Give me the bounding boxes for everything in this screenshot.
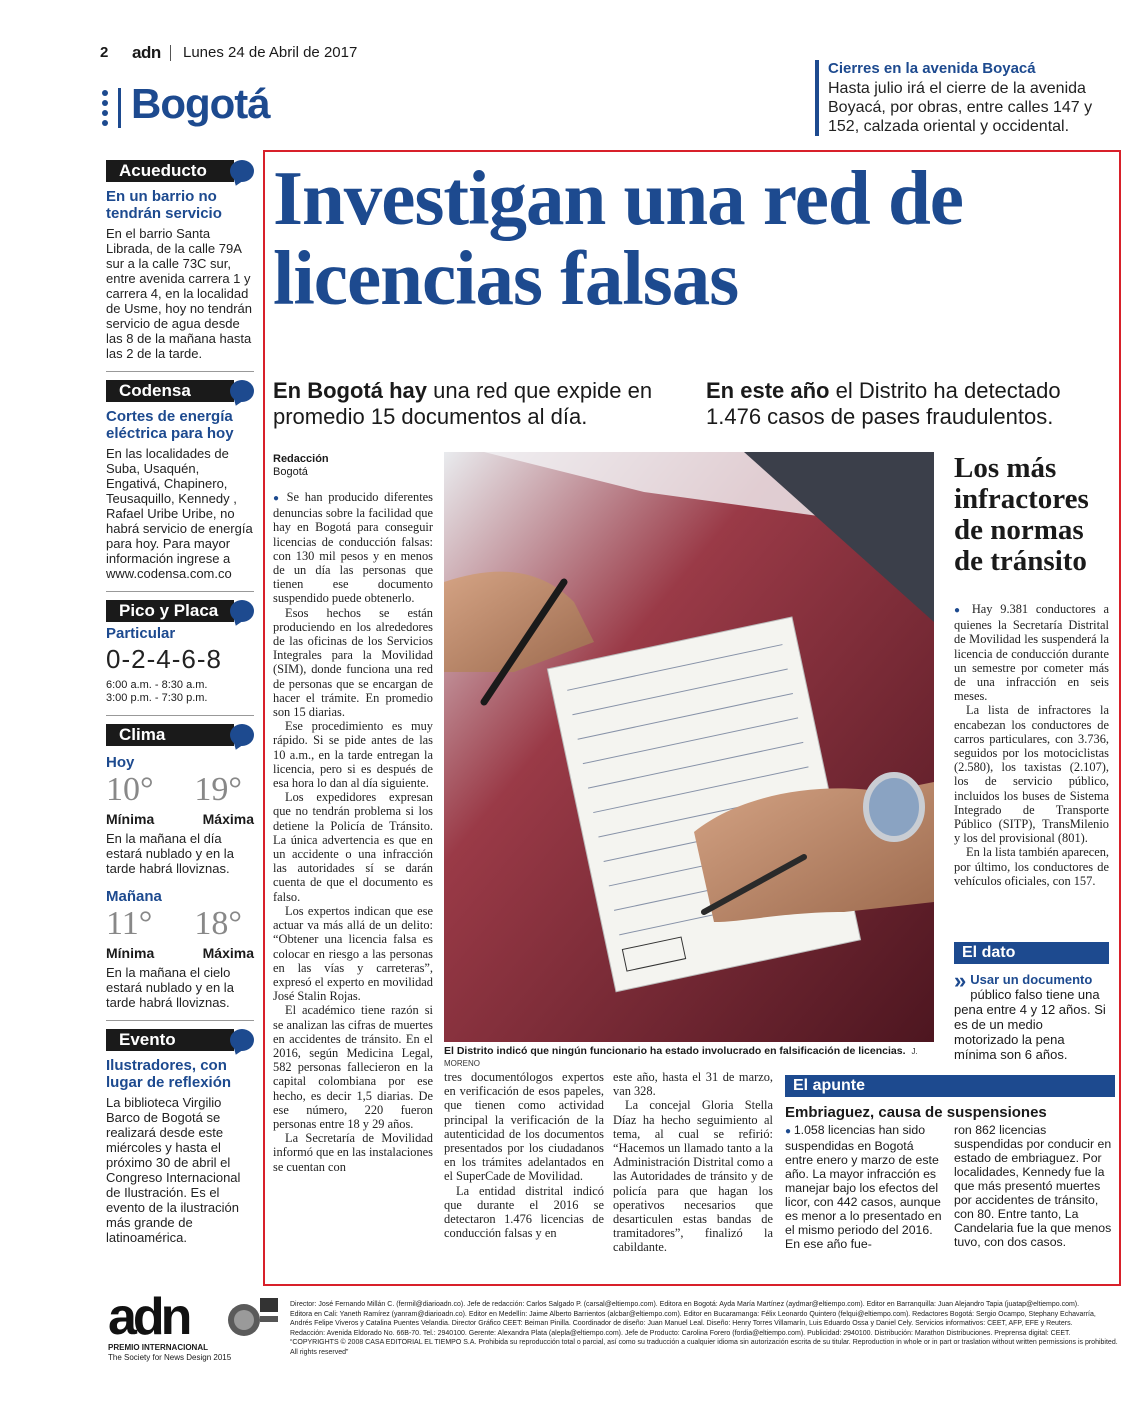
sidebar-pico-placa bbox=[106, 600, 254, 705]
clima-tomorrow-temps bbox=[106, 905, 254, 943]
photo-credit: J. MORENO bbox=[444, 1047, 918, 1068]
bullet-icon: ● bbox=[954, 605, 972, 616]
speech-bubble-icon bbox=[230, 600, 254, 622]
sidebar-tag-pico-placa: Pico y Placa bbox=[106, 600, 234, 622]
divider bbox=[106, 1020, 254, 1021]
clima-tomorrow-text: En la mañana el cielo estará nublado y en la tarde habrá lloviznas. bbox=[106, 965, 234, 1010]
temp-labels bbox=[106, 811, 254, 827]
sidebar-evento bbox=[106, 1029, 254, 1245]
brand-logo-small: adn bbox=[132, 43, 161, 62]
award-emblem-icon bbox=[226, 1294, 280, 1342]
deck-right bbox=[706, 378, 1116, 430]
article-paragraph: El académico tiene razón si se analizan las cifras de muertes en accidentes de tránsito. En el 2016, según Medicina Legal, 582 personas fallecieron en la capital colombiana por ese hecho, es decir 1,5 diarias. De ese número, 220 fueron personas entre 18 y 29 años. bbox=[273, 1003, 433, 1131]
prize-org: The Society for News Design 2015 bbox=[108, 1353, 232, 1362]
clima-today-label: Hoy bbox=[106, 754, 135, 771]
clima-today-text: En la mañana el día estará nublado y en la tarde habrá lloviznas. bbox=[106, 831, 234, 876]
sidebar-tag-codensa: Codensa bbox=[106, 380, 234, 402]
section-title: Bogotá bbox=[131, 80, 270, 127]
photo-license-form-image bbox=[444, 452, 934, 1042]
deck-left bbox=[273, 378, 693, 430]
temp-labels bbox=[106, 945, 254, 961]
side-story-body bbox=[954, 602, 1109, 932]
max-label: Máxima bbox=[202, 945, 254, 961]
article-paragraph: Ese procedimiento es muy rápido. Si se pide antes de las 10 a.m., en la tarde entregan la licencia, pero si es después de esa hora lo dan al día siguiente. bbox=[273, 719, 433, 791]
sidebar-text: En el barrio Santa Librada, de la calle 79A sur a la calle 73C sur, entre avenida carrera 1 y carrera 4, en la localidad de Usme, hoy no tendrán servicio de agua desde las 8 de la mañana hasta las 2 de la tarde. bbox=[106, 226, 252, 361]
article-paragraph: ● Se han producido diferentes denuncias sobre la facilidad que hay en Bogotá para conseguir licencias de conducción falsas: con 130 mil pesos y en menos de un día las personas que tienen ese documento suspendido puede obtenerlo. bbox=[273, 490, 433, 606]
page-number: 2 bbox=[100, 44, 109, 61]
pico-placa-digits: 0-2-4-6-8 bbox=[106, 644, 222, 674]
prize-title: PREMIO INTERNACIONAL bbox=[108, 1343, 208, 1352]
sidebar-headline: En un barrio no tendrán servicio bbox=[106, 188, 222, 222]
bullet-icon: ● bbox=[273, 493, 287, 504]
sidebar-tag-evento: Evento bbox=[106, 1029, 234, 1051]
min-label: Mínima bbox=[106, 945, 155, 961]
article-paragraph: Los expertos indican que ese actuar va más allá de un delito: “Obtener una licencia falsa es colocar en riesgo a las personas en las vías y carreteras”, expresó el experto en movilidad José Stalin Rojas. bbox=[273, 903, 433, 1004]
credits-line: Editora en Cali: Yaneth Ramírez (yanram@diarioadn.co). Editor en Medellín: Jaime Alberto Barrientos (alcbar@eltiempo.com). Editor en Bucaramanga: Félix Leonardo Quintero (felqui@eltiempo.com). Redactores Bogotá: Sergio Ocampo, Stephany Echavarría, bbox=[290, 1310, 1096, 1318]
article-column-1 bbox=[273, 490, 433, 1235]
double-chevron-icon: » bbox=[954, 968, 967, 993]
article-paragraph: este año, hasta el 31 de marzo, van 328. bbox=[613, 1070, 773, 1099]
section-dots-icon bbox=[102, 90, 110, 130]
sidebar-text: La biblioteca Virgilio Barco de Bogotá se realizará desde este miércoles y hasta el próximo 30 de abril el Congreso Internacional de Ilustración. Es el evento de la ilustración más grande de latinoamérica. bbox=[106, 1095, 241, 1245]
temp-max: 19° bbox=[194, 771, 242, 808]
pico-placa-hours-evening: 3:00 p.m. - 7:30 p.m. bbox=[106, 692, 208, 704]
footer-credits bbox=[290, 1300, 1118, 1358]
clima-today-temps bbox=[106, 771, 254, 809]
divider bbox=[106, 371, 254, 372]
article-paragraph: En la lista también aparecen, por último, los conductores de vehículos oficiales, con 157. bbox=[954, 845, 1109, 888]
article-photo bbox=[444, 452, 934, 1042]
top-brief-title: Cierres en la avenida Boyacá bbox=[828, 60, 1036, 77]
article-paragraph: Los expedidores expresan que no tendrán problema si los detiene la Policía de Tránsito. La única advertencia es que en un accidente o una infracción las autoridades sí se darán cuenta de que el documento es falso. bbox=[273, 790, 433, 904]
clima-tomorrow-label: Mañana bbox=[106, 888, 162, 905]
top-brief bbox=[815, 60, 1110, 136]
credits-line: Andrés Felipe Viveros y Catalina Puentes Velandia. Director Gráfico CEET: Beiman Pinilla. Coordinador de diseño: Juan Manuel Leal. Diseño: Henry Torres Villamarín, Luis Eduardo Ossa y Daniel Cely. Servicios informativos: CEET, AFP, EFE y Reuters. bbox=[290, 1320, 1073, 1328]
article-paragraph: La lista de infractores la encabezan los conductores de carros particulares, con 3.736, seguidos por los motociclistas (2.580), los taxistas (2.107), los de servicio público, incluidos los buses de Sistema Integrado de Transporte Público (SITP), TransMilenio y los del provisional (801). bbox=[954, 703, 1109, 846]
divider bbox=[106, 715, 254, 716]
speech-bubble-icon bbox=[230, 1029, 254, 1051]
article-paragraph: La Secretaría de Movilidad informó que en las instalaciones se cuentan con bbox=[273, 1131, 433, 1174]
credits-line: Redacción: Avenida Eldorado No. 66B-70. Tel.: 2940100. Gerente: Alexandra Plata (alepla@eltiempo.com). Jefe de Producto: Carolina Forero (fordia@eltiempo.com). Publicidad: 2940100. Distribución: Marathon Distribuciones. Preprensa digital: CEET. bbox=[290, 1329, 1071, 1337]
credits-line: “COPYRIGHTS © 2008 CASA EDITORIAL EL TIEMPO S.A. Prohibida su reproducción total o parcial, así como su traducción a cualquier idioma sin autorización escrita de su titular. Reproduction in whole or in part or traslation without written permissions is prohibited. All rights reserved” bbox=[290, 1339, 1118, 1356]
top-brief-text: Hasta julio irá el cierre de la avenida Boyacá, por obras, entre calles 147 y 152, calzada oriental y occidental. bbox=[828, 80, 1093, 135]
temp-min: 11° bbox=[106, 905, 153, 942]
byline-city: Bogotá bbox=[273, 466, 308, 478]
article-column-3 bbox=[613, 1070, 773, 1255]
el-dato-text: público falso tiene una pena entre 4 y 12 años. Si es de un medio motorizado la pena mínima son 6 años. bbox=[954, 987, 1106, 1062]
deck-left-bold: En Bogotá hay bbox=[273, 378, 428, 403]
el-apunte-tag: El apunte bbox=[785, 1075, 1115, 1097]
el-apunte-headline: Embriaguez, causa de suspensiones bbox=[785, 1104, 1047, 1121]
sidebar-tag-clima: Clima bbox=[106, 724, 234, 746]
speech-bubble-icon bbox=[230, 724, 254, 746]
deck-right-text: el Distrito ha detectado 1.476 casos de pases fraudulentos. bbox=[706, 378, 1061, 429]
sidebar-tag-acueducto: Acueducto bbox=[106, 160, 234, 182]
min-label: Mínima bbox=[106, 811, 155, 827]
article-paragraph: tres documentólogos expertos en verificación de esos papeles, que tienen como actividad principal la verificación de la autenticidad de los documentos presentados por los ciudadanos en los trámites adelantados en el SuperCade de Movilidad. bbox=[444, 1070, 604, 1184]
sidebar-headline: Cortes de energía eléctrica para hoy bbox=[106, 408, 234, 442]
sidebar-clima bbox=[106, 724, 254, 1010]
sidebar-text: En las localidades de Suba, Usaquén, Engativá, Chapinero, Teusaquillo, Kennedy , Rafael Uribe Uribe, no habrá servicio de energía para hoy. Para mayor información ingrese a www.codensa.com.co bbox=[106, 446, 253, 581]
article-paragraph: La entidad distrital indicó que durante el 2016 se detectaron 1.476 licencias de conducción falsas y en bbox=[444, 1183, 604, 1241]
byline-author: Redacción bbox=[273, 453, 329, 465]
footer-logo: adn bbox=[108, 1288, 189, 1346]
el-apunte-column-1: ● 1.058 licencias han sido suspendidas en Bogotá entre enero y marzo de este año. La mayor infracción es manejar bajo los efectos del licor, con 442 casos, aunque es menor a lo presentado en el mismo periodo del 2016. En ese año fue- bbox=[785, 1123, 942, 1251]
article-paragraph: ● Hay 9.381 conductores a quienes la Secretaría Distrital de Movilidad les suspenderá la licencia de conducción durante un semestre por cometer más de una infracción en seis meses. bbox=[954, 602, 1109, 704]
sidebar-headline: Ilustradores, con lugar de reflexión bbox=[106, 1057, 232, 1091]
deck-left-text: una red que expide en promedio 15 documentos al día. bbox=[273, 378, 653, 429]
bullet-icon: ● bbox=[785, 1126, 794, 1137]
byline bbox=[273, 453, 329, 479]
max-label: Máxima bbox=[202, 811, 254, 827]
speech-bubble-icon bbox=[230, 380, 254, 402]
el-apunte-column-2: ron 862 licencias suspendidas por conducir en estado de embriaguez. Por localidades, Kennedy fue la que más presentó muertes por accidentes de tránsito, con 80. Entre tanto, La Candelaria fue la que menos tuvo, con dos casos. bbox=[954, 1123, 1112, 1249]
deck-right-bold: En este año bbox=[706, 378, 830, 403]
section-bar bbox=[118, 88, 121, 128]
pico-placa-hours-morning: 6:00 a.m. - 8:30 a.m. bbox=[106, 679, 208, 691]
temp-max: 18° bbox=[194, 905, 242, 942]
speech-bubble-icon bbox=[230, 160, 254, 182]
el-dato-tag: El dato bbox=[954, 942, 1109, 964]
article-paragraph: La concejal Gloria Stella Díaz ha hecho seguimiento al tema, al cual se refirió: “Hacemos un llamado tanto a la Administración Distrital como a las Autoridades de tránsito y de policía para que hagan los operativos necesarios que desarticulen estas bandas de tramitadores”, finalizó la cabildante. bbox=[613, 1098, 774, 1255]
article-paragraph: Esos hechos se están produciendo en los alrededores de las oficinas de los Servicios Integrales para la Movilidad (SIM), donde funciona una red de personas que se encargan de hacer el trámite. En promedio son 15 diarias. bbox=[273, 605, 433, 720]
issue-date: Lunes 24 de Abril de 2017 bbox=[183, 44, 358, 61]
sidebar bbox=[106, 160, 254, 1245]
photo-caption: El Distrito indicó que ningún funcionario ha estado involucrado en falsificación de licencias. J. MORENO bbox=[444, 1045, 918, 1068]
footer-prize bbox=[108, 1343, 231, 1363]
article-headline: Investigan una red de licencias falsas bbox=[273, 155, 963, 321]
article-column-2 bbox=[444, 1070, 604, 1240]
side-story-headline: Los más infractores de normas de tránsito bbox=[954, 452, 1089, 577]
divider bbox=[106, 591, 254, 592]
credits-line: Director: José Fernando Millán C. (fermil@diarioadn.co). Jefe de redacción: Carlos Salgado P. (carsal@eltiempo.com). Editora en Bogotá: Ayda María Martínez (aydmar@eltiempo.com). Editor en Barranquilla: Juan Alejandro Tapia (juatap@eltiempo.com). bbox=[290, 1301, 1080, 1308]
el-dato-bold: Usar un documento bbox=[970, 972, 1093, 987]
sidebar-codensa bbox=[106, 380, 254, 581]
el-dato-body bbox=[954, 968, 1109, 1062]
sidebar-acueducto bbox=[106, 160, 254, 361]
pico-placa-type: Particular bbox=[106, 625, 176, 642]
temp-min: 10° bbox=[106, 771, 154, 808]
